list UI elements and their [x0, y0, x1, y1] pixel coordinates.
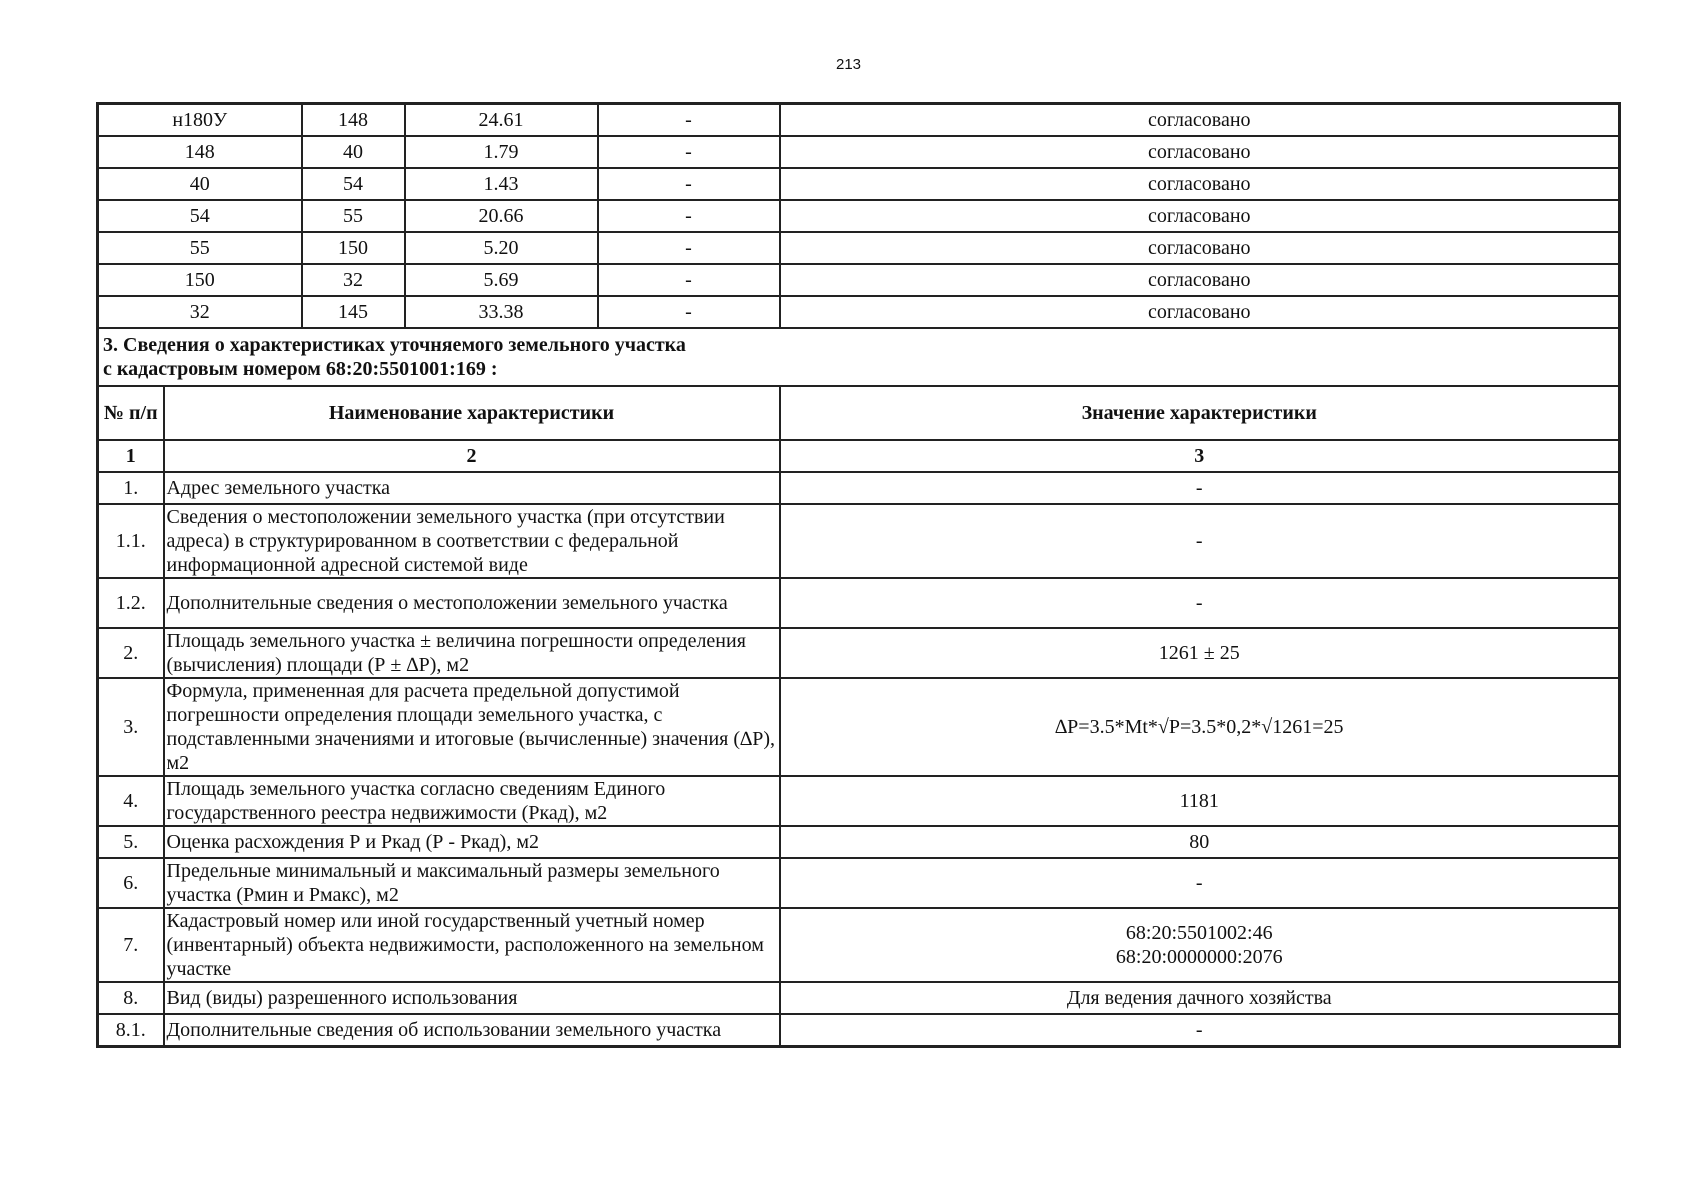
segment-row: [98, 296, 1620, 328]
header-value: Значение характеристики: [780, 386, 1620, 440]
char-num: 3.: [98, 678, 164, 776]
char-name: Площадь земельного участка ± величина погрешности определения (вычисления) площади (Р ± ∆Р), м2: [164, 628, 780, 678]
segment-status: согласовано: [780, 232, 1620, 264]
column-numbers-row: [98, 440, 1620, 472]
char-num: 4.: [98, 776, 164, 826]
segment-from: 32: [98, 296, 302, 328]
section-title-row: [98, 328, 1620, 386]
characteristic-row: [98, 504, 1620, 578]
characteristic-row: [98, 776, 1620, 826]
segment-from: 148: [98, 136, 302, 168]
segment-length: 33.38: [405, 296, 598, 328]
segment-from: 55: [98, 232, 302, 264]
char-num: 2.: [98, 628, 164, 678]
char-num: 8.: [98, 982, 164, 1014]
characteristic-row: [98, 578, 1620, 628]
cadastral-table: [96, 102, 1621, 1048]
char-value: -: [780, 1014, 1620, 1047]
segment-status: согласовано: [780, 104, 1620, 137]
segment-row: [98, 104, 1620, 137]
segment-status: согласовано: [780, 136, 1620, 168]
segment-status: согласовано: [780, 200, 1620, 232]
page-number: 213: [835, 56, 862, 73]
segment-from: 150: [98, 264, 302, 296]
char-value: 80: [780, 826, 1620, 858]
segment-to: 32: [302, 264, 405, 296]
header-num: № п/п: [98, 386, 164, 440]
char-num: 1.: [98, 472, 164, 504]
section-title-line1: 3. Сведения о характеристиках уточняемого земельного участка: [103, 334, 686, 356]
segment-dash: -: [598, 296, 780, 328]
char-value-line1: 68:20:5501002:46: [1125, 922, 1273, 944]
segment-from: 54: [98, 200, 302, 232]
characteristic-row: [98, 908, 1620, 982]
char-value-line2: 68:20:0000000:2076: [1115, 946, 1283, 968]
char-value: 1261 ± 25: [780, 628, 1620, 678]
segment-to: 150: [302, 232, 405, 264]
char-name: Кадастровый номер или иной государственный учетный номер (инвентарный) объекта недвижимости, расположенного на земельном участке: [164, 908, 780, 982]
segment-dash: -: [598, 168, 780, 200]
char-value: -: [780, 472, 1620, 504]
characteristic-row: [98, 858, 1620, 908]
char-value: [780, 908, 1620, 982]
characteristic-row: [98, 1014, 1620, 1047]
header-name: Наименование характеристики: [164, 386, 780, 440]
char-num: 1.2.: [98, 578, 164, 628]
segment-to: 148: [302, 104, 405, 137]
segment-row: [98, 168, 1620, 200]
segment-row: [98, 232, 1620, 264]
segment-length: 5.69: [405, 264, 598, 296]
segment-from: 40: [98, 168, 302, 200]
char-num: 7.: [98, 908, 164, 982]
segment-status: согласовано: [780, 264, 1620, 296]
segment-length: 24.61: [405, 104, 598, 137]
colnum-3: 3: [780, 440, 1620, 472]
characteristic-row: [98, 628, 1620, 678]
characteristic-row: [98, 826, 1620, 858]
char-name: Адрес земельного участка: [164, 472, 780, 504]
segment-length: 20.66: [405, 200, 598, 232]
segment-from: н180У: [98, 104, 302, 137]
segment-dash: -: [598, 136, 780, 168]
segment-row: [98, 264, 1620, 296]
char-num: 5.: [98, 826, 164, 858]
char-name: Дополнительные сведения об использовании земельного участка: [164, 1014, 780, 1047]
char-value: 1181: [780, 776, 1620, 826]
segment-status: согласовано: [780, 168, 1620, 200]
char-num: 6.: [98, 858, 164, 908]
segment-dash: -: [598, 104, 780, 137]
characteristic-row: [98, 982, 1620, 1014]
char-value: -: [780, 578, 1620, 628]
segment-length: 1.43: [405, 168, 598, 200]
segment-dash: -: [598, 264, 780, 296]
segment-length: 5.20: [405, 232, 598, 264]
colnum-1: 1: [98, 440, 164, 472]
segment-to: 145: [302, 296, 405, 328]
segment-to: 55: [302, 200, 405, 232]
characteristic-row: [98, 472, 1620, 504]
char-name: Предельные минимальный и максимальный размеры земельного участка (Рмин и Рмакс), м2: [164, 858, 780, 908]
colnum-2: 2: [164, 440, 780, 472]
segment-row: [98, 200, 1620, 232]
char-name: Оценка расхождения Р и Ркад (Р - Ркад), м2: [164, 826, 780, 858]
segment-row: [98, 136, 1620, 168]
table-header-row: [98, 386, 1620, 440]
section-title-line2: с кадастровым номером 68:20:5501001:169 :: [103, 358, 498, 380]
segment-dash: -: [598, 232, 780, 264]
char-name: Формула, примененная для расчета предельной допустимой погрешности определения площади земельного участка, с подставленными значениями и итоговые (вычисленные) значения (∆Р), м2: [164, 678, 780, 776]
char-num: 1.1.: [98, 504, 164, 578]
segment-to: 40: [302, 136, 405, 168]
segment-length: 1.79: [405, 136, 598, 168]
characteristic-row: [98, 678, 1620, 776]
char-value: ∆Р=3.5*Mt*√Р=3.5*0,2*√1261=25: [780, 678, 1620, 776]
char-name: Площадь земельного участка согласно сведениям Единого государственного реестра недвижимости (Ркад), м2: [164, 776, 780, 826]
char-name: Сведения о местоположении земельного участка (при отсутствии адреса) в структурированном в соответствии с федеральной информационной адресной системой виде: [164, 504, 780, 578]
char-name: Дополнительные сведения о местоположении земельного участка: [164, 578, 780, 628]
char-value: -: [780, 858, 1620, 908]
segment-status: согласовано: [780, 296, 1620, 328]
char-name: Вид (виды) разрешенного использования: [164, 982, 780, 1014]
char-value: -: [780, 504, 1620, 578]
char-value: Для ведения дачного хозяйства: [780, 982, 1620, 1014]
segment-to: 54: [302, 168, 405, 200]
char-num: 8.1.: [98, 1014, 164, 1047]
section-title: [98, 328, 1620, 386]
segment-dash: -: [598, 200, 780, 232]
